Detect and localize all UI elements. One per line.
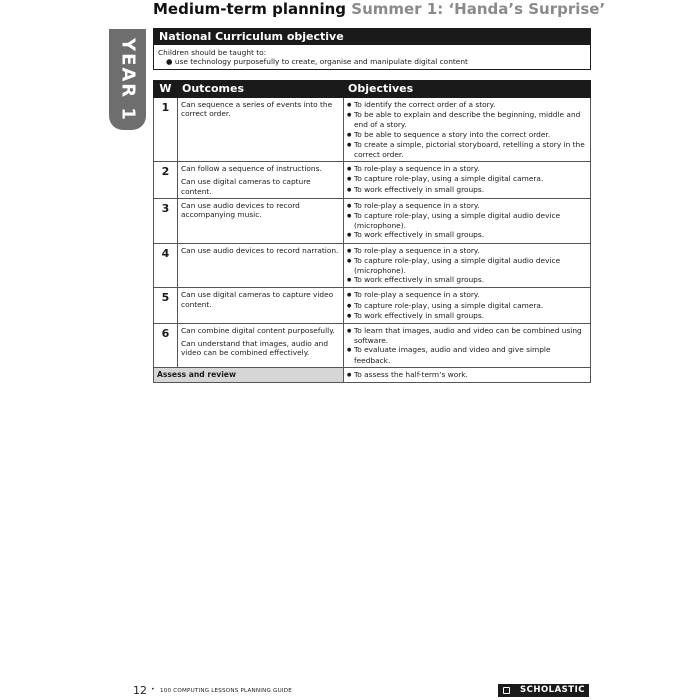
week-number: 1 xyxy=(154,98,178,162)
outcome-text: Can use audio devices to record accompanying music. xyxy=(181,200,300,220)
week-number: 2 xyxy=(154,162,178,199)
outcomes-cell xyxy=(178,243,344,288)
table-body xyxy=(154,98,591,368)
outcomes-cell xyxy=(178,198,344,243)
footer-separator: • xyxy=(151,686,155,693)
outcomes-cell xyxy=(178,162,344,199)
objectives-cell xyxy=(344,162,591,199)
assess-objective-cell xyxy=(344,367,591,382)
objective-item: ● To capture role-play, using a simple digital camera. xyxy=(347,174,587,184)
objective-item: ● To work effectively in small groups. xyxy=(347,311,587,321)
objectives-cell xyxy=(344,288,591,324)
scholastic-logo-text: SCHOLASTIC xyxy=(519,685,585,695)
outcome-text: Can use digital cameras to capture video content. xyxy=(181,290,334,309)
objective-item: ● To role-play a sequence in a story. xyxy=(347,290,587,300)
table-row xyxy=(154,198,591,243)
scholastic-logo xyxy=(498,684,589,697)
year-tab-label: YEAR 1 xyxy=(117,37,138,122)
page-title-sub: Summer 1: ‘Handa’s Surprise’ xyxy=(351,0,606,18)
objective-item: ● To role-play a sequence in a story. xyxy=(347,164,587,174)
objective-item: ● To be able to sequence a story into the correct order. xyxy=(347,130,587,140)
column-header-outcomes: Outcomes xyxy=(178,81,344,98)
national-curriculum-heading: National Curriculum objective xyxy=(154,29,590,45)
book-icon xyxy=(503,687,510,694)
assess-row xyxy=(154,367,591,382)
objective-item: ● To identify the correct order of a story. xyxy=(347,100,587,110)
assess-objective: ● To assess the half-term’s work. xyxy=(347,370,587,380)
outcome-text: Can sequence a series of events into the correct order. xyxy=(181,100,333,119)
objectives-cell xyxy=(344,98,591,162)
outcomes-cell xyxy=(178,324,344,368)
page-title-main: Medium-term planning xyxy=(153,0,347,18)
table-header-row xyxy=(154,81,591,98)
week-number: 3 xyxy=(154,198,178,243)
objective-item: ● To learn that images, audio and video can be combined using software. xyxy=(347,326,587,345)
objectives-cell xyxy=(344,243,591,288)
objective-item: ● To role-play a sequence in a story. xyxy=(347,246,587,256)
national-curriculum-bullet xyxy=(158,57,586,66)
column-header-week: W xyxy=(154,81,178,98)
national-curriculum-bullet-text: use technology purposefully to create, organise and manipulate digital content xyxy=(174,57,468,66)
objective-item: ● To work effectively in small groups. xyxy=(347,185,587,195)
year-tab xyxy=(109,29,146,130)
outcomes-cell xyxy=(178,98,344,162)
outcome-text: Can use digital cameras to capture content. xyxy=(181,177,311,196)
footer-guide-title: 100 COMPUTING LESSONS PLANNING GUIDE xyxy=(160,688,292,694)
table-row xyxy=(154,324,591,368)
objective-item: ● To capture role-play, using a simple digital camera. xyxy=(347,301,587,311)
objective-item: ● To work effectively in small groups. xyxy=(347,275,587,285)
outcomes-cell xyxy=(178,288,344,324)
week-number: 5 xyxy=(154,288,178,324)
week-number: 4 xyxy=(154,243,178,288)
table-row xyxy=(154,162,591,199)
assess-label: Assess and review xyxy=(154,367,344,382)
objective-item: ● To work effectively in small groups. xyxy=(347,230,587,240)
bullet-dot-icon: ● xyxy=(166,57,175,66)
column-header-objectives: Objectives xyxy=(344,81,591,98)
objective-item: ● To capture role-play, using a simple digital audio device (microphone). xyxy=(347,211,587,230)
outcome-text: Can use audio devices to record narration. xyxy=(181,245,339,255)
outcome-text: Can follow a sequence of instructions. xyxy=(181,164,322,174)
objectives-cell xyxy=(344,198,591,243)
week-number: 6 xyxy=(154,324,178,368)
page-title xyxy=(153,0,606,20)
objective-item: ● To evaluate images, audio and video and give simple feedback. xyxy=(347,345,587,364)
national-curriculum-body xyxy=(154,45,590,66)
table-row xyxy=(154,288,591,324)
national-curriculum-intro: Children should be taught to: xyxy=(158,48,267,57)
planning-table xyxy=(153,80,591,383)
page-number: 12 xyxy=(133,684,147,697)
objective-item: ● To be able to explain and describe the beginning, middle and end of a story. xyxy=(347,110,587,129)
objectives-cell xyxy=(344,324,591,368)
outcome-text: Can combine digital content purposefully. xyxy=(181,326,335,336)
national-curriculum-box xyxy=(153,28,591,70)
outcome-text: Can understand that images, audio and video can be combined effectively. xyxy=(181,339,329,358)
objective-item: ● To role-play a sequence in a story. xyxy=(347,201,587,211)
table-row xyxy=(154,98,591,162)
objective-item: ● To capture role-play, using a simple digital audio device (microphone). xyxy=(347,256,587,275)
table-row xyxy=(154,243,591,288)
objective-item: ● To create a simple, pictorial storyboard, retelling a story in the correct order. xyxy=(347,140,587,159)
